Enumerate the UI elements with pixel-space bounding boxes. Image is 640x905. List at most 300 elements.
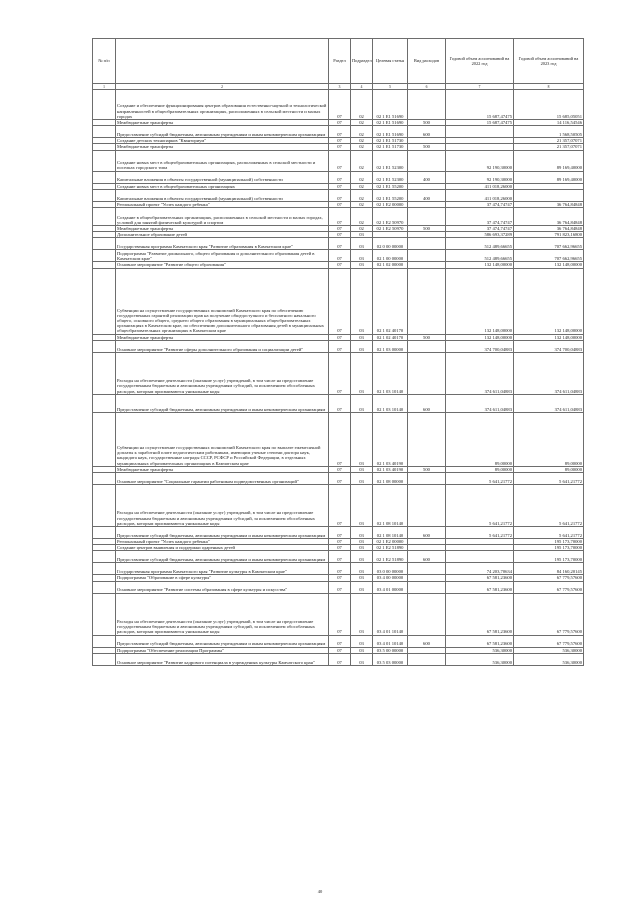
row-expense-type: 500: [408, 466, 446, 472]
table-row: [93, 201, 584, 207]
row-name: Подпрограмма "Образование в сфере культуры": [116, 575, 329, 581]
row-amount-2023: 67 779,57600: [514, 575, 584, 581]
row-name: Расходы на обеспечение деятельности (оказание услуг) учреждений, в том числе на предоставление государственным бюджетным и автономным учреждениям субсидий, за исключением обособленных расходов, которым присваиваются уникальные коды: [116, 352, 329, 394]
row-podrazdel: 03: [351, 563, 373, 575]
row-amount-2023: 1 568,50505: [514, 126, 584, 138]
row-razdel: 07: [329, 394, 351, 412]
row-amount-2022: 5 641,21772: [446, 527, 514, 539]
row-amount-2023: 36 764,84848: [514, 226, 584, 232]
row-expense-type: 500: [408, 334, 446, 340]
row-podrazdel: 03: [351, 653, 373, 665]
row-target-article: 02 1 Е1 51730: [373, 138, 408, 144]
header-row: [93, 39, 584, 84]
row-number: [93, 208, 116, 226]
row-razdel: 07: [329, 352, 351, 394]
row-razdel: 07: [329, 551, 351, 563]
row-razdel: 07: [329, 581, 351, 593]
row-razdel: 07: [329, 126, 351, 138]
row-amount-2023: 132 148,00000: [514, 334, 584, 340]
row-number: [93, 189, 116, 201]
table-row: [93, 394, 584, 412]
table-row: [93, 334, 584, 340]
row-target-article: 02 1 Е1 55200: [373, 183, 408, 189]
row-number: [93, 126, 116, 138]
row-target-article: 02 1 Е1 52300: [373, 171, 408, 183]
table-row: [93, 150, 584, 171]
row-name: Межбюджетные трансферты: [116, 120, 329, 126]
col-index: 8: [514, 84, 584, 90]
row-amount-2022: 411 018,26000: [446, 189, 514, 201]
row-target-article: 02 1 03 10140: [373, 352, 408, 394]
row-name: Предоставление субсидий бюджетным, автономным учреждениям и иным некоммерческим организациям: [116, 394, 329, 412]
row-amount-2022: 37 474,74747: [446, 226, 514, 232]
row-expense-type: 600: [408, 551, 446, 563]
row-name: Предоставление субсидий бюджетным, автономным учреждениям и иным некоммерческим организациям: [116, 527, 329, 539]
row-name: Межбюджетные трансферты: [116, 466, 329, 472]
row-number: [93, 250, 116, 262]
row-podrazdel: 03: [351, 539, 373, 545]
row-amount-2023: 14 116,54546: [514, 120, 584, 126]
row-target-article: 02 1 Е1 51690: [373, 126, 408, 138]
header-name: [116, 39, 329, 84]
row-number: [93, 527, 116, 539]
row-target-article: 02 1 Е1 51690: [373, 120, 408, 126]
row-target-article: 02 1 00 00000: [373, 250, 408, 262]
table-row: [93, 473, 584, 485]
row-amount-2023: 89,00000: [514, 412, 584, 466]
col-index: 4: [351, 84, 373, 90]
row-podrazdel: 03: [351, 581, 373, 593]
row-number: [93, 238, 116, 250]
row-amount-2022: 74 203,70634: [446, 563, 514, 575]
row-target-article: 03 0 00 00000: [373, 563, 408, 575]
header-cs: Целевая статья: [373, 39, 408, 84]
row-name: Предоставление субсидий бюджетным, автономным учреждениям и иным некоммерческим организациям: [116, 551, 329, 563]
row-name: Региональный проект "Успех каждого ребенка": [116, 539, 329, 545]
table-row: [93, 527, 584, 539]
row-amount-2022: 536,30000: [446, 647, 514, 653]
row-amount-2023: 5 641,21772: [514, 527, 584, 539]
row-expense-type: [408, 593, 446, 635]
row-name: Капитальные вложения в объекты государственной (муниципальной) собственности: [116, 171, 329, 183]
row-razdel: 07: [329, 238, 351, 250]
col-index: 2: [116, 84, 329, 90]
row-number: [93, 90, 116, 120]
row-podrazdel: 02: [351, 183, 373, 189]
row-name: Основное мероприятие "Развитие общего образования": [116, 262, 329, 268]
row-podrazdel: 03: [351, 647, 373, 653]
row-razdel: 07: [329, 201, 351, 207]
row-amount-2023: 374 611,04883: [514, 352, 584, 394]
row-podrazdel: 03: [351, 551, 373, 563]
table-row: [93, 581, 584, 593]
row-name: Государственная программа Камчатского края "Развитие культуры в Камчатском крае": [116, 563, 329, 575]
row-razdel: 07: [329, 485, 351, 527]
row-name: Капитальные вложения в объекты государственной (муниципальной) собственности: [116, 189, 329, 201]
table-row: [93, 412, 584, 466]
row-name: Подпрограмма "Обеспечение реализации Программы": [116, 647, 329, 653]
row-expense-type: [408, 208, 446, 226]
table-row: [93, 575, 584, 581]
row-amount-2023: 89,00000: [514, 466, 584, 472]
table-row: [93, 551, 584, 563]
table-row: [93, 171, 584, 183]
row-podrazdel: 02: [351, 189, 373, 201]
row-razdel: 07: [329, 539, 351, 545]
row-amount-2023: 21 357,07071: [514, 144, 584, 150]
row-podrazdel: 02: [351, 144, 373, 150]
row-expense-type: 600: [408, 527, 446, 539]
table-row: [93, 593, 584, 635]
row-number: [93, 150, 116, 171]
row-amount-2022: 5 641,21772: [446, 473, 514, 485]
header-razdel: Раздел: [329, 39, 351, 84]
row-name: Основное мероприятие "Развитие кадрового потенциала в учреждениях культуры Камчатского края": [116, 653, 329, 665]
row-name: Создание новых мест в общеобразовательных организациях, расположенных в сельской местности и поселках городского типа: [116, 150, 329, 171]
row-amount-2022: 374 700,04883: [446, 340, 514, 352]
row-podrazdel: 03: [351, 473, 373, 485]
row-target-article: 02 1 08 10140: [373, 527, 408, 539]
row-amount-2022: 512 489,66655: [446, 238, 514, 250]
row-podrazdel: 02: [351, 171, 373, 183]
row-name: Региональный проект "Успех каждого ребенка": [116, 201, 329, 207]
row-amount-2023: 791 823,16800: [514, 232, 584, 238]
row-podrazdel: 03: [351, 635, 373, 647]
col-index: 6: [408, 84, 446, 90]
row-amount-2022: 37 474,74747: [446, 208, 514, 226]
row-razdel: 07: [329, 226, 351, 232]
table-row: [93, 208, 584, 226]
row-razdel: 07: [329, 545, 351, 551]
row-target-article: 02 1 Е2 00000: [373, 201, 408, 207]
row-name: Создание в общеобразовательных организациях, расположенных в сельской местности и малых городах, условий для занятий физической культурой и спортом: [116, 208, 329, 226]
row-amount-2022: 374 611,04883: [446, 394, 514, 412]
row-target-article: 02 1 Е1 52300: [373, 150, 408, 171]
row-podrazdel: 03: [351, 262, 373, 268]
row-amount-2023: 374 700,04883: [514, 340, 584, 352]
row-name: Дополнительное образование детей: [116, 232, 329, 238]
table-row: [93, 485, 584, 527]
row-target-article: 03 4 01 00000: [373, 581, 408, 593]
row-amount-2023: 21 357,07071: [514, 138, 584, 144]
row-razdel: 07: [329, 575, 351, 581]
row-amount-2022: [446, 126, 514, 138]
row-expense-type: [408, 90, 446, 120]
row-amount-2022: 512 489,66655: [446, 250, 514, 262]
row-target-article: 03 4 01 10140: [373, 635, 408, 647]
row-amount-2023: 67 779,57600: [514, 593, 584, 635]
row-target-article: 02 1 Е2 51890: [373, 551, 408, 563]
row-amount-2023: 36 764,84848: [514, 208, 584, 226]
row-target-article: 02 1 Е2 00000: [373, 539, 408, 545]
row-target-article: 02 1 08 10140: [373, 485, 408, 527]
row-expense-type: 400: [408, 189, 446, 201]
row-razdel: 07: [329, 189, 351, 201]
row-target-article: 02 1 Е2 51890: [373, 545, 408, 551]
table-row: [93, 563, 584, 575]
row-amount-2022: 586 693,37289: [446, 232, 514, 238]
row-razdel: 07: [329, 563, 351, 575]
row-razdel: 07: [329, 340, 351, 352]
row-podrazdel: 03: [351, 250, 373, 262]
row-amount-2023: 84 160,20145: [514, 563, 584, 575]
row-podrazdel: 02: [351, 201, 373, 207]
row-podrazdel: 03: [351, 232, 373, 238]
row-podrazdel: 03: [351, 575, 373, 581]
row-target-article: 02 1 03 40190: [373, 412, 408, 466]
row-target-article: 02 1 03 40190: [373, 466, 408, 472]
table-row: [93, 340, 584, 352]
row-name: Основное мероприятие "Развитие системы образования в сфере культуры и искусства": [116, 581, 329, 593]
row-expense-type: [408, 352, 446, 394]
row-name: Создание и обеспечение функционирования центров образования естественно-научной и технологической направленностей в общеобразовательных организациях, расположенных в сельской местности и малых городах: [116, 90, 329, 120]
row-target-article: 02 1 03 10140: [373, 394, 408, 412]
row-name: Субвенции на осуществление государственных полномочий Камчатского края по выплате ежемесячной доплаты к заработной плате педагогическим работникам, имеющим ученые степени доктора наук, кандидата наук, государственные награды СССР, РСФСР и Российской Федерации, в отдельных муниципальных образовательных организациях в Камчатском крае: [116, 412, 329, 466]
row-amount-2022: 15 687,47475: [446, 90, 514, 120]
row-target-article: 03 5 03 00000: [373, 653, 408, 665]
row-target-article: 02 1 Е1 51690: [373, 90, 408, 120]
row-razdel: 07: [329, 334, 351, 340]
table-row: [93, 262, 584, 268]
row-razdel: 07: [329, 466, 351, 472]
row-podrazdel: 03: [351, 527, 373, 539]
row-amount-2022: 411 018,26000: [446, 183, 514, 189]
table-row: [93, 183, 584, 189]
header-podrazdel: Подраздел: [351, 39, 373, 84]
row-number: [93, 473, 116, 485]
row-amount-2023: 15 685,05051: [514, 90, 584, 120]
row-podrazdel: 02: [351, 208, 373, 226]
header-2023: Годовой объем ассигнований на 2023 год: [514, 39, 584, 84]
row-amount-2022: 536,30000: [446, 653, 514, 665]
row-target-article: 03 4 00 00000: [373, 575, 408, 581]
row-razdel: 07: [329, 262, 351, 268]
row-amount-2022: 374 611,04883: [446, 352, 514, 394]
row-expense-type: 500: [408, 144, 446, 150]
row-podrazdel: 02: [351, 226, 373, 232]
row-razdel: 07: [329, 593, 351, 635]
row-amount-2022: [446, 551, 514, 563]
row-target-article: 02 1 02 40170: [373, 268, 408, 334]
row-amount-2023: 536,30000: [514, 653, 584, 665]
row-number: [93, 171, 116, 183]
row-name: Субвенции на осуществление государственных полномочий Камчатского края по обеспечению государственных гарантий реализации прав на получение общедоступного и бесплатного начального общего, основного общего, среднего общего образования в муниципальных общеобразовательных организациях в Камчатском крае, по обеспечению дополнительного образования детей в муниципальных общеобразовательных организациях в Камчатском крае: [116, 268, 329, 334]
row-name: Создание центров выявления и поддержки одаренных детей: [116, 545, 329, 551]
row-amount-2023: 89 169,40000: [514, 171, 584, 183]
budget-table: [92, 38, 584, 666]
row-razdel: 07: [329, 90, 351, 120]
row-target-article: 02 1 03 00000: [373, 340, 408, 352]
budget-table-sheet: [92, 38, 583, 666]
row-podrazdel: 03: [351, 352, 373, 394]
row-expense-type: [408, 150, 446, 171]
col-index: 1: [93, 84, 116, 90]
row-podrazdel: 03: [351, 466, 373, 472]
row-expense-type: [408, 238, 446, 250]
row-amount-2022: 67 581,23600: [446, 581, 514, 593]
row-number: [93, 551, 116, 563]
row-target-article: 02 1 Е2 50970: [373, 208, 408, 226]
row-amount-2023: 36 764,84848: [514, 201, 584, 207]
row-name: Подпрограмма "Развитие дошкольного, общего образования и дополнительного образования детей в Камчатском крае": [116, 250, 329, 262]
col-index: 5: [373, 84, 408, 90]
header-2022: Годовой объем ассигнований на 2022 год: [446, 39, 514, 84]
col-index: 3: [329, 84, 351, 90]
row-amount-2023: [514, 189, 584, 201]
row-expense-type: 400: [408, 171, 446, 183]
row-number: [93, 635, 116, 647]
row-razdel: 07: [329, 412, 351, 466]
row-podrazdel: 03: [351, 593, 373, 635]
row-razdel: 07: [329, 635, 351, 647]
row-name: Создание детских технопарков "Кванториум": [116, 138, 329, 144]
row-razdel: 07: [329, 250, 351, 262]
table-row: [93, 268, 584, 334]
row-name: Государственная программа Камчатского края "Развитие образования в Камчатском крае": [116, 238, 329, 250]
row-name: Создание новых мест в общеобразовательных организациях: [116, 183, 329, 189]
row-razdel: 07: [329, 473, 351, 485]
row-podrazdel: 02: [351, 150, 373, 171]
row-podrazdel: 03: [351, 340, 373, 352]
row-target-article: 02 1 Е2 50970: [373, 226, 408, 232]
row-razdel: 07: [329, 183, 351, 189]
row-expense-type: 600: [408, 394, 446, 412]
table-row: [93, 126, 584, 138]
row-amount-2022: 37 474,74747: [446, 201, 514, 207]
row-razdel: 07: [329, 144, 351, 150]
table-row: [93, 226, 584, 232]
row-amount-2022: 89,00000: [446, 412, 514, 466]
table-row: [93, 466, 584, 472]
row-name: Межбюджетные трансферты: [116, 226, 329, 232]
row-number: [93, 412, 116, 466]
row-amount-2023: 195 173,70000: [514, 551, 584, 563]
row-amount-2022: 67 581,23600: [446, 593, 514, 635]
row-podrazdel: 02: [351, 138, 373, 144]
row-expense-type: [408, 268, 446, 334]
row-amount-2023: 132 148,00000: [514, 268, 584, 334]
row-target-article: 03 5 00 00000: [373, 647, 408, 653]
row-name: Межбюджетные трансферты: [116, 144, 329, 150]
row-name: Расходы на обеспечение деятельности (оказание услуг) учреждений, в том числе на предоставление государственным бюджетным и автономным учреждениям субсидий, за исключением обособленных расходов, которым присваиваются уникальные коды: [116, 593, 329, 635]
row-podrazdel: 03: [351, 394, 373, 412]
row-target-article: 02 1 02 40170: [373, 334, 408, 340]
header-vr: Вид расходов: [408, 39, 446, 84]
row-amount-2023: 5 641,21772: [514, 473, 584, 485]
row-name: Предоставление субсидий бюджетным, автономным учреждениям и иным некоммерческим организациям: [116, 126, 329, 138]
row-expense-type: [408, 485, 446, 527]
table-row: [93, 653, 584, 665]
row-number: [93, 563, 116, 575]
table-row: [93, 232, 584, 238]
row-amount-2023: 195 173,70000: [514, 545, 584, 551]
row-number: [93, 268, 116, 334]
row-amount-2023: 5 641,21772: [514, 485, 584, 527]
row-razdel: 07: [329, 268, 351, 334]
row-razdel: 07: [329, 527, 351, 539]
row-amount-2023: 67 779,57600: [514, 635, 584, 647]
row-expense-type: [408, 653, 446, 665]
row-amount-2022: 92 190,30000: [446, 150, 514, 171]
row-target-article: 02 1 Е1 51730: [373, 144, 408, 150]
row-amount-2022: 67 581,23600: [446, 575, 514, 581]
row-amount-2023: 707 662,96655: [514, 238, 584, 250]
table-row: [93, 189, 584, 201]
row-number: [93, 485, 116, 527]
row-expense-type: 500: [408, 120, 446, 126]
row-amount-2023: 707 662,96655: [514, 250, 584, 262]
row-expense-type: 500: [408, 226, 446, 232]
row-amount-2022: 89,00000: [446, 466, 514, 472]
row-amount-2023: 195 173,70000: [514, 539, 584, 545]
table-row: [93, 352, 584, 394]
row-podrazdel: 03: [351, 485, 373, 527]
table-row: [93, 120, 584, 126]
row-target-article: 02 1 08 00000: [373, 473, 408, 485]
row-name: Предоставление субсидий бюджетным, автономным учреждениям и иным некоммерческим организациям: [116, 635, 329, 647]
row-razdel: 07: [329, 138, 351, 144]
row-amount-2023: 89 169,40000: [514, 150, 584, 171]
row-amount-2022: 132 148,00000: [446, 262, 514, 268]
row-amount-2022: 92 190,30000: [446, 171, 514, 183]
row-expense-type: [408, 250, 446, 262]
row-number: [93, 340, 116, 352]
row-target-article: 02 1 Е1 55200: [373, 189, 408, 201]
row-razdel: 07: [329, 150, 351, 171]
table-row: [93, 250, 584, 262]
header-num: № п/п: [93, 39, 116, 84]
row-name: Расходы на обеспечение деятельности (оказание услуг) учреждений, в том числе на предоставление государственным бюджетным и автономным учреждениям субсидий, за исключением обособленных расходов, которым присваиваются уникальные коды: [116, 485, 329, 527]
row-amount-2022: 5 641,21772: [446, 485, 514, 527]
row-amount-2022: 132 148,00000: [446, 268, 514, 334]
table-row: [93, 647, 584, 653]
table-body: [93, 90, 584, 666]
row-expense-type: 600: [408, 126, 446, 138]
row-name: Межбюджетные трансферты: [116, 334, 329, 340]
row-amount-2023: 374 611,04883: [514, 394, 584, 412]
row-podrazdel: 02: [351, 90, 373, 120]
row-expense-type: 600: [408, 635, 446, 647]
row-amount-2023: 536,30000: [514, 647, 584, 653]
row-name: Основное мероприятие "Развитие сферы дополнительного образования и социализации детей": [116, 340, 329, 352]
row-amount-2022: 15 687,47475: [446, 120, 514, 126]
row-expense-type: [408, 473, 446, 485]
row-podrazdel: 03: [351, 412, 373, 466]
row-number: [93, 581, 116, 593]
table-row: [93, 238, 584, 250]
row-number: [93, 653, 116, 665]
row-razdel: 07: [329, 232, 351, 238]
row-razdel: 07: [329, 120, 351, 126]
table-row: [93, 90, 584, 120]
row-amount-2022: 67 581,23600: [446, 635, 514, 647]
row-podrazdel: 03: [351, 334, 373, 340]
row-razdel: 07: [329, 208, 351, 226]
table-row: [93, 635, 584, 647]
row-expense-type: [408, 340, 446, 352]
row-podrazdel: 02: [351, 120, 373, 126]
col-index: 7: [446, 84, 514, 90]
row-expense-type: [408, 412, 446, 466]
row-podrazdel: 02: [351, 126, 373, 138]
row-target-article: 02 1 02 00000: [373, 262, 408, 268]
row-amount-2023: 132 148,00000: [514, 262, 584, 268]
row-number: [93, 394, 116, 412]
row-podrazdel: 03: [351, 238, 373, 250]
row-number: [93, 352, 116, 394]
row-expense-type: [408, 563, 446, 575]
page-number: 40: [317, 889, 323, 894]
